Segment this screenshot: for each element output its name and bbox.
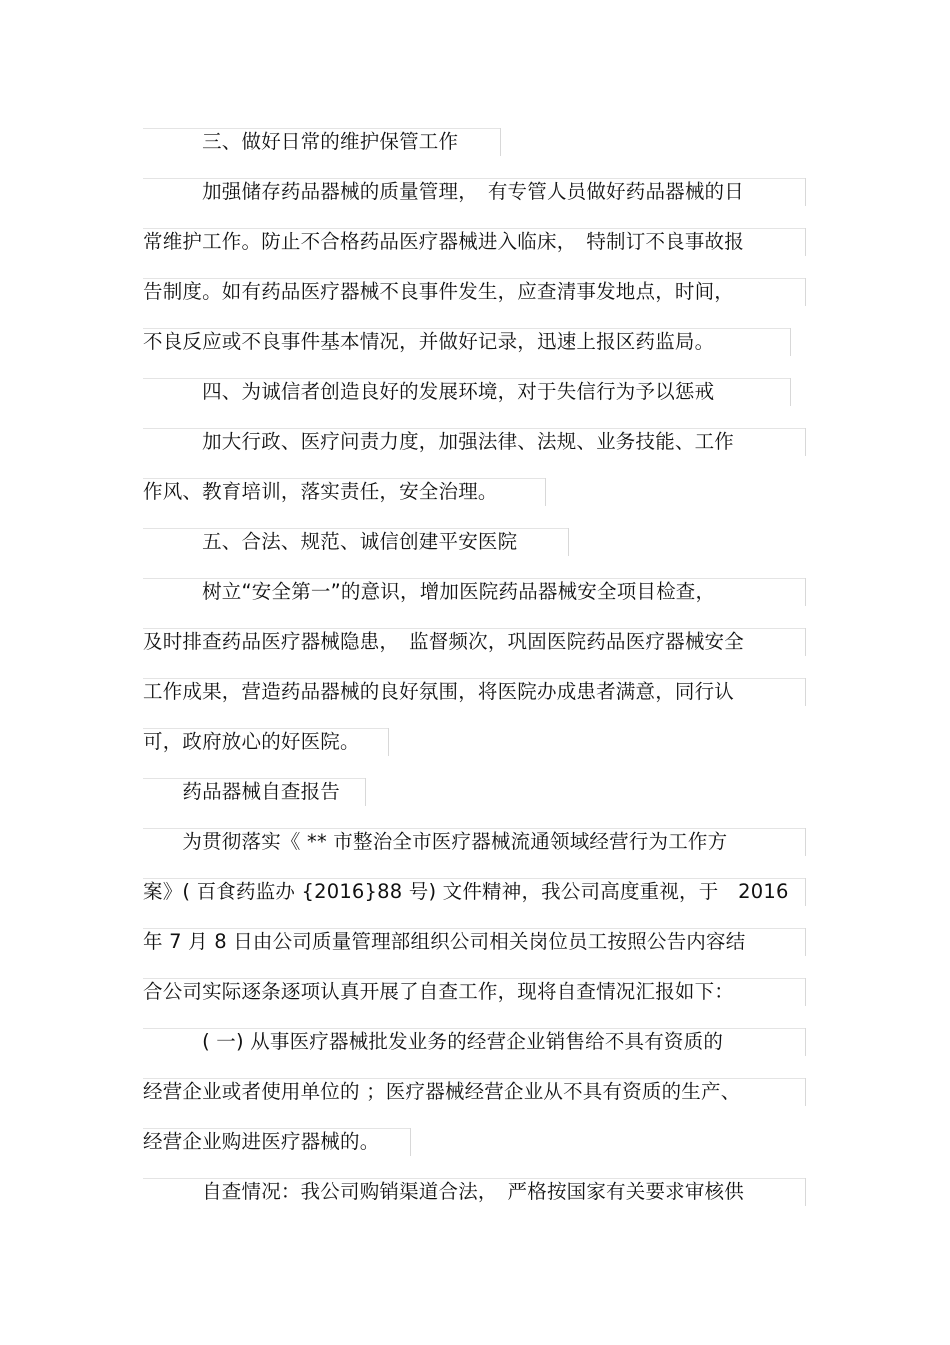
text-line: 经营企业购进医疗器械的。	[143, 1130, 380, 1153]
line-guide-end	[805, 1178, 806, 1206]
text-line: 告制度。如有药品医疗器械不良事件发生，应查清事发地点，时间，	[143, 280, 735, 303]
line-guide-end	[790, 328, 791, 356]
line-guide-end	[805, 1078, 806, 1106]
text-line: 年 7 月 8 日由公司质量管理部组织公司相关岗位员工按照公告内容结	[143, 930, 746, 953]
text-line: 案》( 百食药监办 {2016}88 号) 文件精神，我公司高度重视，于 2016	[143, 880, 789, 903]
text-line: 为贯彻落实《 ** 市整治全市医疗器械流通领域经营行为工作方	[143, 830, 728, 853]
line-guide-end	[568, 528, 569, 556]
text-line: 树立“安全第一”的意识，增加医院药品器械安全项目检查，	[143, 580, 716, 603]
text-line: ( 一) 从事医疗器械批发业务的经营企业销售给不具有资质的	[143, 1030, 724, 1053]
text-line: 五、合法、规范、诚信创建平安医院	[143, 530, 518, 553]
line-guide-end	[805, 828, 806, 856]
line-guide-end	[545, 478, 546, 506]
line-guide-end	[410, 1128, 411, 1156]
line-guide-end	[388, 728, 389, 756]
text-line: 加强储存药品器械的质量管理， 有专管人员做好药品器械的日	[143, 180, 744, 203]
line-guide-end	[805, 228, 806, 256]
text-line: 及时排查药品医疗器械隐患， 监督频次，巩固医院药品医疗器械安全	[143, 630, 744, 653]
text-line: 不良反应或不良事件基本情况，并做好记录，迅速上报区药监局。	[143, 330, 715, 353]
text-line: 自查情况：我公司购销渠道合法， 严格按国家有关要求审核供	[143, 1180, 744, 1203]
line-guide-end	[805, 278, 806, 306]
text-line: 加大行政、医疗问责力度，加强法律、法规、业务技能、工作	[143, 430, 735, 453]
line-guide-end	[805, 1028, 806, 1056]
line-guide-end	[805, 678, 806, 706]
line-guide-end	[805, 628, 806, 656]
text-line: 可，政府放心的好医院。	[143, 730, 360, 753]
text-line: 常维护工作。防止不合格药品医疗器械进入临床， 特制订不良事故报	[143, 230, 744, 253]
line-guide-end	[805, 178, 806, 206]
text-line: 药品器械自查报告	[143, 780, 341, 803]
line-guide-end	[805, 928, 806, 956]
text-line: 三、做好日常的维护保管工作	[143, 130, 459, 153]
line-guide-end	[790, 378, 791, 406]
line-guide-end	[805, 578, 806, 606]
line-guide-end	[805, 978, 806, 1006]
text-line: 工作成果，营造药品器械的良好氛围，将医院办成患者满意，同行认	[143, 680, 735, 703]
line-guide-end	[500, 128, 501, 156]
line-guide-end	[365, 778, 366, 806]
text-line: 经营企业或者使用单位的 ；医疗器械经营企业从不具有资质的生产、	[143, 1080, 741, 1103]
text-line: 四、为诚信者创造良好的发展环境，对于失信行为予以惩戒	[143, 380, 715, 403]
text-line: 合公司实际逐条逐项认真开展了自查工作，现将自查情况汇报如下：	[143, 980, 735, 1003]
line-guide-end	[805, 878, 806, 906]
text-line: 作风、教育培训，落实责任，安全治理。	[143, 480, 498, 503]
line-guide-end	[805, 428, 806, 456]
